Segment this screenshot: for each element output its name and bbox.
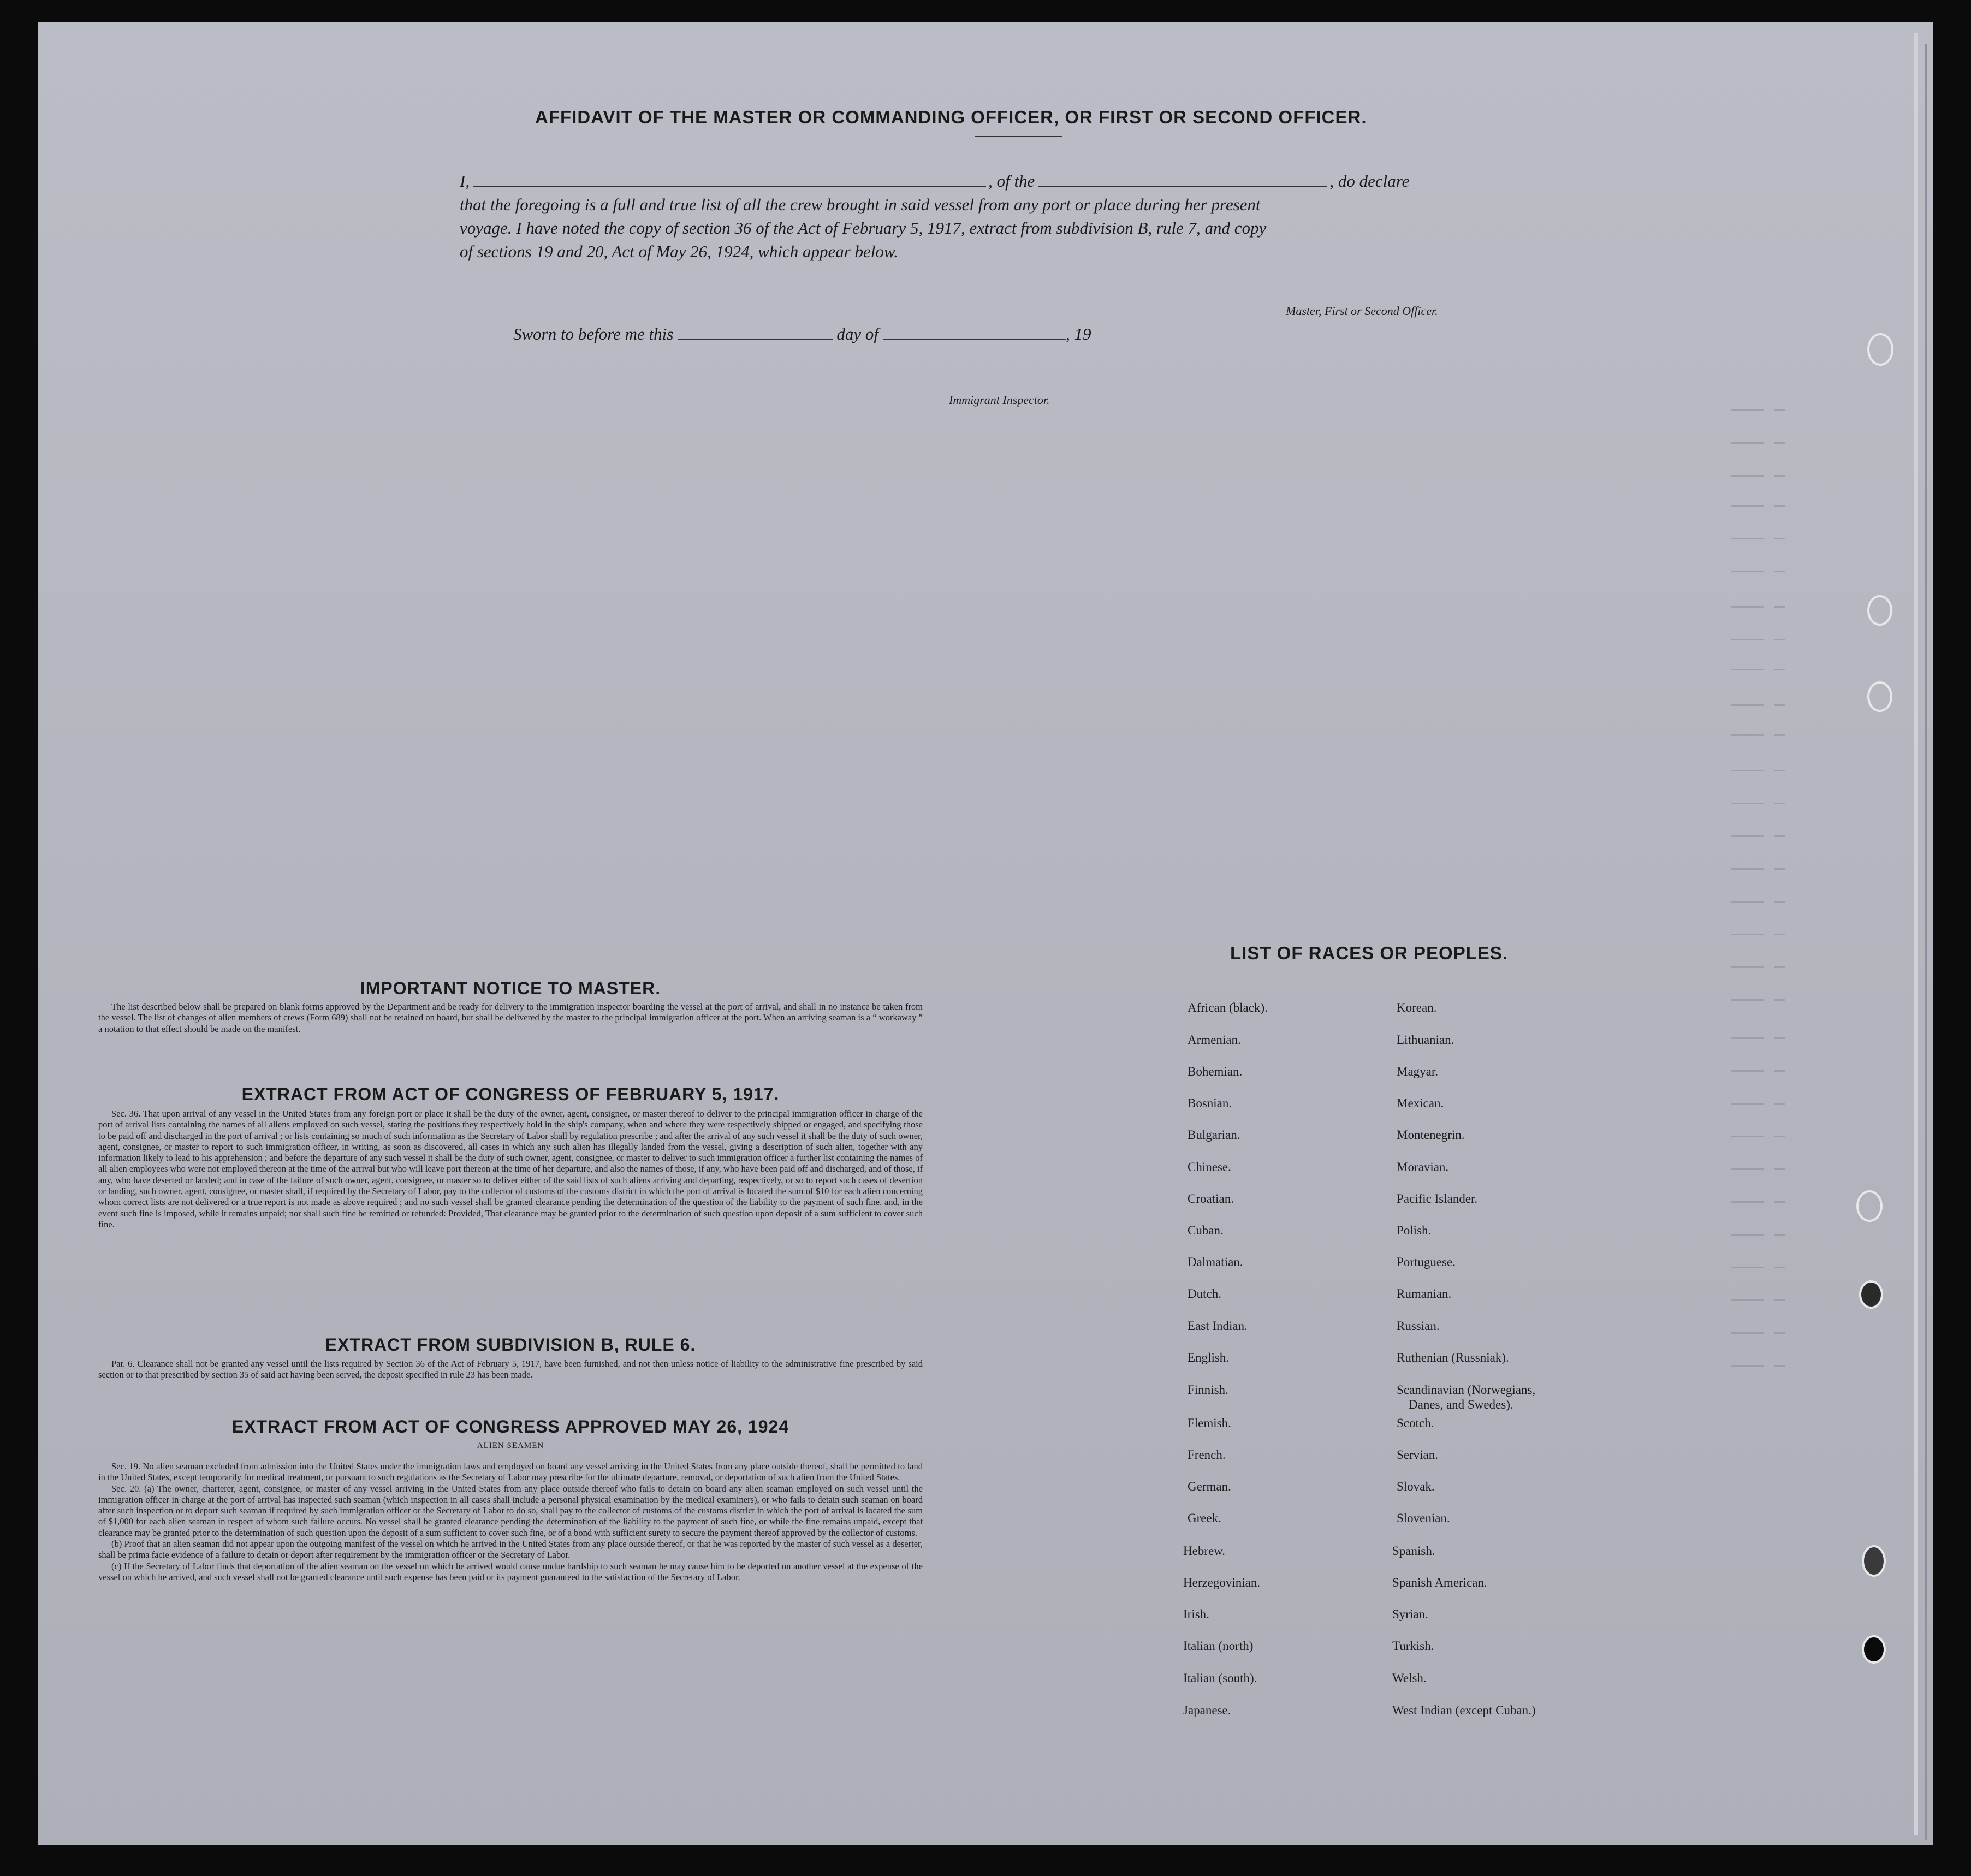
bleed-through-mark xyxy=(1731,1070,1764,1072)
bleed-through-mark xyxy=(1731,538,1764,539)
race-item: Slovenian. xyxy=(1397,1511,1450,1525)
race-item: German. xyxy=(1188,1480,1231,1493)
bleed-through-mark xyxy=(1774,1136,1785,1137)
binder-hole-icon xyxy=(1867,333,1893,366)
race-item: Armenian. xyxy=(1188,1033,1241,1047)
bleed-through-mark xyxy=(1731,1299,1764,1301)
race-item: Herzegovinian. xyxy=(1183,1576,1261,1589)
vessel-name-field[interactable] xyxy=(1038,186,1327,187)
extract-1917-body xyxy=(98,1108,923,1230)
race-item: French. xyxy=(1188,1448,1226,1462)
race-item: Portuguese. xyxy=(1397,1255,1456,1269)
notice-title: IMPORTANT NOTICE TO MASTER. xyxy=(360,978,661,998)
affidavit-line-1 xyxy=(460,169,1522,193)
bleed-through-mark xyxy=(1731,1201,1764,1203)
notice-body xyxy=(98,1001,923,1035)
race-item: English. xyxy=(1188,1351,1230,1364)
bleed-through-mark xyxy=(1731,1103,1764,1105)
bleed-through-mark xyxy=(1731,934,1764,935)
bleed-through-mark xyxy=(1774,1299,1785,1301)
race-item: Croatian. xyxy=(1188,1192,1234,1206)
bleed-through-mark xyxy=(1774,734,1785,736)
bleed-through-mark xyxy=(1774,803,1785,804)
bleed-through-mark xyxy=(1731,442,1764,444)
race-item: Italian (north) xyxy=(1183,1639,1254,1653)
alien-seamen-subtitle: ALIEN SEAMEN xyxy=(477,1441,544,1450)
bleed-through-mark xyxy=(1774,1103,1785,1105)
bleed-through-mark xyxy=(1774,1267,1785,1268)
bleed-through-mark xyxy=(1774,1332,1785,1334)
race-item: Turkish. xyxy=(1392,1639,1434,1653)
race-item: Irish. xyxy=(1183,1607,1209,1621)
bleed-through-mark xyxy=(1774,571,1785,572)
bleed-through-mark xyxy=(1731,770,1764,771)
race-item: Italian (south). xyxy=(1183,1671,1257,1685)
extract-1924-title: EXTRACT FROM ACT OF CONGRESS APPROVED MAY 26, 1924 xyxy=(231,1417,789,1436)
race-item: Rumanian. xyxy=(1397,1287,1452,1301)
bleed-through-mark xyxy=(1731,1136,1764,1137)
bleed-through-mark xyxy=(1731,1234,1764,1236)
bleed-through-mark xyxy=(1731,803,1764,804)
sworn-day-field[interactable] xyxy=(678,339,833,340)
race-item: Bulgarian. xyxy=(1188,1128,1240,1142)
race-item: Bohemian. xyxy=(1188,1065,1243,1078)
race-item: Mexican. xyxy=(1397,1096,1444,1110)
bleed-through-mark xyxy=(1774,639,1785,640)
affidavit-line-3: voyage. I have noted the copy of section 36 of the Act of February 5, 1917, extract from subdivision B, rule 7, and copy xyxy=(460,218,1267,238)
race-item: Lithuanian. xyxy=(1397,1033,1454,1047)
bleed-through-mark xyxy=(1731,868,1764,870)
notice-paragraph: The list described below shall be prepared on blank forms approved by the Department and be ready for delivery to the immigration inspector boarding the vessel at the port of arrival, and shall in no instance be taken from the vessel. The list of changes of alien members of crews (Form 689) shall not be retained on board, but shall be delivered by the master to the principal immigration officer at the port. When an arriving seaman is a “ workaway ” a notation to that effect should be made on the manifest. xyxy=(98,1001,923,1034)
bleed-through-mark xyxy=(1731,606,1764,608)
bleed-through-mark xyxy=(1731,901,1764,903)
bleed-through-mark xyxy=(1774,1168,1785,1170)
sworn-year: , 19 xyxy=(1065,324,1091,343)
bleed-through-mark xyxy=(1731,999,1764,1001)
sworn-line xyxy=(513,322,1168,346)
sec-20b-paragraph: (b) Proof that an alien seaman did not appear upon the outgoing manifest of the vessel on which he arrived in the United States from any place outside thereof, or that he was reported by the master of such vessel as a deserter, shall be prima facie evidence of a failure to detain or deport after requirement by the immigration officer or the Secretary of Labor. xyxy=(98,1539,923,1560)
bleed-through-mark xyxy=(1731,571,1764,572)
bleed-through-mark xyxy=(1731,1037,1764,1039)
do-declare-label: , do declare xyxy=(1329,171,1410,191)
bleed-through-mark xyxy=(1731,505,1764,507)
bleed-through-mark xyxy=(1774,1234,1785,1236)
binder-hole-icon xyxy=(1862,1635,1886,1664)
race-item: Chinese. xyxy=(1188,1160,1231,1174)
sworn-prefix: Sworn to before me this xyxy=(513,324,674,343)
race-item: Hebrew. xyxy=(1183,1544,1226,1558)
page-edge xyxy=(1914,33,1918,1835)
race-item: Slovak. xyxy=(1397,1480,1435,1493)
bleed-through-mark xyxy=(1731,704,1764,706)
binder-hole-icon xyxy=(1859,1280,1883,1309)
binder-hole-icon xyxy=(1867,681,1892,712)
affidavit-body xyxy=(460,169,1522,263)
bleed-through-mark xyxy=(1774,1201,1785,1203)
race-item: Dalmatian. xyxy=(1188,1255,1243,1269)
bleed-through-mark xyxy=(1731,1267,1764,1268)
sworn-month-field[interactable] xyxy=(883,339,1066,340)
bleed-through-mark xyxy=(1731,1365,1764,1367)
bleed-through-mark xyxy=(1774,835,1785,837)
race-item: Welsh. xyxy=(1392,1671,1427,1685)
of-the-label: , of the xyxy=(988,171,1035,191)
race-item: West Indian (except Cuban.) xyxy=(1392,1703,1536,1717)
sec-20c-paragraph: (c) If the Secretary of Labor finds that deportation of the alien seaman on the vessel on which he arrived would cause undue hardship to such seaman he may cause him to be deported on another vessel at the expense of the vessel on which he arrived, and such vessel shall not be granted clearance until such expense has been paid or its payment guaranteed to the satisfaction of the Secretary of Labor. xyxy=(98,1560,923,1582)
bleed-through-mark xyxy=(1774,999,1785,1001)
sec-19-paragraph: Sec. 19. No alien seaman excluded from admission into the United States under the immigration laws and employed on board any vessel arriving in the United States from any place outside thereof, shall be permitted to land in the United States, except temporarily for medical treatment, or pursuant to such regulations as the Secretary of Labor may prescribe for the ultimate departure, removal, or deportation of such alien from the United States. xyxy=(98,1461,923,1483)
race-item: Moravian. xyxy=(1397,1160,1449,1174)
bleed-through-mark xyxy=(1774,669,1785,670)
bleed-through-mark xyxy=(1774,409,1785,411)
bleed-through-mark xyxy=(1774,966,1785,968)
race-item: Spanish American. xyxy=(1392,1576,1487,1589)
race-item: Greek. xyxy=(1188,1511,1221,1525)
officer-name-field[interactable] xyxy=(473,186,986,187)
race-item: East Indian. xyxy=(1188,1319,1248,1333)
page-edge-shadow xyxy=(1925,44,1927,1840)
bleed-through-mark xyxy=(1774,1365,1785,1367)
race-item: Scotch. xyxy=(1397,1416,1434,1430)
bleed-through-mark xyxy=(1731,669,1764,670)
race-item: Bosnian. xyxy=(1188,1096,1232,1110)
races-title: LIST OF RACES OR PEOPLES. xyxy=(1230,943,1509,963)
bleed-through-mark xyxy=(1774,704,1785,706)
bleed-through-mark xyxy=(1774,538,1785,539)
bleed-through-mark xyxy=(1774,475,1785,477)
affidavit-i-label: I, xyxy=(460,171,470,191)
race-item: Syrian. xyxy=(1392,1607,1428,1621)
bleed-through-mark xyxy=(1774,606,1785,608)
bleed-through-mark xyxy=(1774,505,1785,507)
race-item: Polish. xyxy=(1397,1224,1432,1237)
affidavit-title: AFFIDAVIT OF THE MASTER OR COMMANDING OFFICER, OR FIRST OR SECOND OFFICER. xyxy=(535,107,1367,127)
race-item: Servian. xyxy=(1397,1448,1439,1462)
affidavit-line-2: that the foregoing is a full and true list of all the crew brought in said vessel from any port or place during her present xyxy=(460,195,1261,214)
race-item: Magyar. xyxy=(1397,1065,1439,1078)
extract-1917-title: EXTRACT FROM ACT OF CONGRESS OF FEBRUARY 5, 1917. xyxy=(241,1084,780,1104)
race-item: Cuban. xyxy=(1188,1224,1224,1237)
race-item: Finnish. xyxy=(1188,1383,1228,1397)
race-item: Japanese. xyxy=(1183,1703,1231,1717)
rule-6-body xyxy=(98,1358,923,1381)
sworn-day-of: day of xyxy=(836,324,878,343)
bleed-through-mark xyxy=(1774,901,1785,903)
bleed-through-mark xyxy=(1731,1168,1764,1170)
race-item: African (black). xyxy=(1188,1001,1268,1014)
race-item: Spanish. xyxy=(1392,1544,1435,1558)
bleed-through-mark xyxy=(1774,1037,1785,1039)
section-36-paragraph: Sec. 36. That upon arrival of any vessel in the United States from any foreign port or place it shall be the duty of the owner, agent, consignee, or master thereof to deliver to the principal immigration officer in charge of the port of arrival lists containing the names of all aliens employed on such vessel, stating the positions they respectively hold in the ship's company, when and where they were respectively shipped or engaged, and specifying those to be paid off and discharged in the port of arrival ; or lists containing so much of such information as the Secretary of Labor shall by regulation prescribe ; and after the arrival of any such vessel it shall be the duty of such owner, agent, consignee, or master to report to such immigration officer, in writing, as soon as discovered, all cases in which any such alien has illegally landed from the vessel, giving a description of such alien, together with any information likely to lead to his apprehension ; and before the departure of any such vessel it shall be the duty of such owner, agent, consignee, or master to deliver to such immigration officer a further list containing the names of all alien employees who were not employed thereon at the time of the arrival but who will leave port thereon at the time of her departure, and also the names of those, if any, who have been paid off and discharged, and of those, if any, who have deserted or landed; and in case of the failure of such owner, agent, consignee, or master so to deliver either of the said lists of such aliens arriving and departing, respectively, or so to report such cases of desertion or landing, such owner, agent, consignee, or master shall, if required by the Secretary of Labor, pay to the collector of customs of the customs district in which the port of arrival is located the sum of $10 for each alien concerning whom correct lists are not delivered or a true report is not made as above required ; and no such vessel shall be granted clearance pending the determination of the question of the liability to the payment of such fine, and, in the event such fine is imposed, while it remains unpaid; nor shall such fine be remitted or refunded: Provided, That clearance may be granted prior to the determination of such question upon deposit of a sum sufficient to cover such fine. xyxy=(98,1108,923,1230)
race-item: Russian. xyxy=(1397,1319,1440,1333)
par-6-paragraph: Par. 6. Clearance shall not be granted any vessel until the lists required by Section 36 of the Act of February 5, 1917, have been furnished, and not then unless notice of liability to the administrative fine prescribed by said section or to that prescribed by section 35 of said act having been served, the deposit specified in rule 23 has been made. xyxy=(98,1358,923,1380)
race-item: Dutch. xyxy=(1188,1287,1221,1301)
race-item: Ruthenian (Russniak). xyxy=(1397,1351,1509,1364)
race-item: Korean. xyxy=(1397,1001,1437,1014)
rule-6-title: EXTRACT FROM SUBDIVISION B, RULE 6. xyxy=(325,1335,696,1355)
bleed-through-mark xyxy=(1774,934,1785,935)
race-scandinavian-continuation: Danes, and Swedes). xyxy=(1409,1398,1513,1411)
bleed-through-mark xyxy=(1731,734,1764,736)
bleed-through-mark xyxy=(1774,1070,1785,1072)
bleed-through-mark xyxy=(1731,1332,1764,1334)
race-item: Pacific Islander. xyxy=(1397,1192,1478,1206)
binder-hole-icon xyxy=(1862,1545,1886,1577)
bleed-through-mark xyxy=(1731,639,1764,640)
officer-signature-caption: Master, First or Second Officer. xyxy=(1286,304,1438,318)
race-item: Flemish. xyxy=(1188,1416,1231,1430)
binder-hole-icon xyxy=(1856,1190,1883,1222)
race-item: Scandinavian (Norwegians, xyxy=(1397,1383,1536,1397)
bleed-through-mark xyxy=(1731,966,1764,968)
bleed-through-mark xyxy=(1774,868,1785,870)
title-divider xyxy=(975,136,1062,137)
bleed-through-mark xyxy=(1731,409,1764,411)
binder-hole-icon xyxy=(1867,595,1892,626)
affidavit-line-4: of sections 19 and 20, Act of May 26, 1924, which appear below. xyxy=(460,242,899,261)
extract-1924-body xyxy=(98,1461,923,1583)
bleed-through-mark xyxy=(1774,442,1785,444)
sec-20a-paragraph: Sec. 20. (a) The owner, charterer, agent, consignee, or master of any vessel arriving in the United States from any place outside thereof who fails to detain on board any alien seaman employed on such vessel until the immigration officer in charge at the port of arrival has inspected such seaman (which inspection in all cases shall include a personal physical examination by the medical examiners), or who fails to detain such seaman on board after such inspection or to deport such seaman if required by such immigration officer or the Secretary of Labor to do so, shall pay to the collector of customs of the customs district in which the port of arrival is located the sum of $1,000 for each alien seaman in respect of whom such failure occurs. No vessel shall be granted clearance pending the determination of the liability to the payment of such fine, or while the fine remains unpaid, except that clearance may be granted prior to the determination of such question upon the deposit of a sum sufficient to cover such fine, or of a bond with sufficient surety to secure the payment thereof approved by the collector of customs. xyxy=(98,1483,923,1538)
race-item: Montenegrin. xyxy=(1397,1128,1465,1142)
bleed-through-mark xyxy=(1774,770,1785,771)
inspector-caption: Immigrant Inspector. xyxy=(949,393,1050,407)
bleed-through-mark xyxy=(1731,475,1764,477)
bleed-through-mark xyxy=(1731,835,1764,837)
